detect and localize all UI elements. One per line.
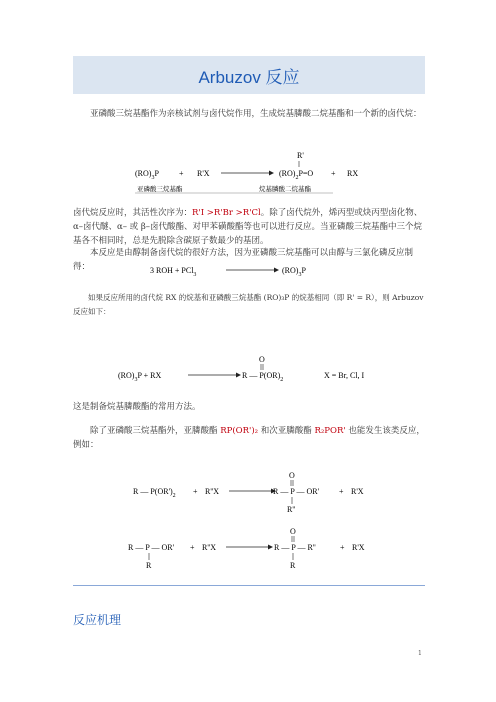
- reaction-5-halide: R''X: [202, 543, 216, 552]
- phosphonite-text-2: 和次亚膦酸酯: [258, 426, 315, 436]
- reactivity-paragraph: [73, 206, 425, 248]
- reaction-5: [128, 526, 398, 572]
- section-divider: [73, 585, 425, 586]
- phosphonite-paragraph: [73, 424, 425, 452]
- reactant-substituent: R: [146, 561, 152, 570]
- reactivity-order: R'I >R'Br >R'Cl: [192, 208, 261, 218]
- page-title: Arbuzov 反应: [198, 67, 300, 87]
- phosphinite-formula: R₂POR': [314, 426, 346, 436]
- reaction-2-left: 3 ROH + PCl$_3$: [150, 266, 197, 278]
- arrow-head: [268, 545, 273, 550]
- reactant-2: R'X: [197, 169, 210, 178]
- arrow-head: [274, 268, 279, 273]
- oxygen-atom: O: [259, 355, 265, 364]
- reaction-2: [150, 260, 370, 280]
- section-heading: 反应机理: [73, 613, 122, 627]
- reaction-4-halide: R''X: [205, 487, 219, 496]
- plus-sign-2: +: [340, 543, 345, 552]
- product-label: 烷基膦酸二烷基酯: [259, 186, 311, 193]
- product-substituent: R'': [287, 505, 296, 514]
- oxygen-atom: O: [289, 471, 295, 480]
- reaction-3: [118, 354, 408, 386]
- reaction-3-left: $(RO)_3P$ + RX: [118, 371, 162, 383]
- reaction-5-reactant: R — P — OR': [128, 543, 175, 552]
- reactant-1: $(RO)_3P$: [135, 169, 159, 181]
- reaction-5-byproduct: R'X: [352, 543, 365, 552]
- reaction-4-reactant: R — $P(OR')_2$: [133, 487, 176, 499]
- reactivity-text: 卤代烷反应时，其活性次序为：: [73, 208, 193, 218]
- reaction-3-product: R — $P(OR)_2$: [242, 371, 284, 383]
- page-number: 1: [418, 650, 422, 657]
- reaction-5-product: R — P — R'': [274, 543, 316, 552]
- plus-sign-2: +: [331, 169, 336, 178]
- phosphonite-formula: RP(OR')₂: [220, 426, 259, 436]
- product-substituent: R: [290, 561, 296, 570]
- plus-sign: +: [193, 487, 198, 496]
- plus-sign-2: +: [339, 487, 344, 496]
- product-2: RX: [347, 169, 359, 178]
- oxygen-atom: O: [290, 527, 296, 536]
- product-substituent: R': [297, 151, 304, 160]
- plus-sign: +: [179, 169, 184, 178]
- phosphonite-text: 除了亚磷酸三烷基酯外，亚膦酸酯: [90, 426, 221, 436]
- arrow-head: [236, 373, 241, 378]
- reaction-4-byproduct: R'X: [351, 487, 364, 496]
- reactant-label: 亚磷酸三烷基酯: [137, 186, 183, 193]
- reaction-4: [133, 470, 393, 516]
- intro-paragraph: 亚磷酸三烷基酯作为亲核试剂与卤代烷作用，生成烷基膦酸二烷基酯和一个新的卤代烷：: [90, 109, 422, 119]
- method-note: 这是制备烷基膦酸酯的常用方法。: [73, 402, 201, 412]
- reaction-4-product: R — P — OR': [273, 487, 320, 496]
- alcohol-paragraph: 本反应是由醇制备卤代烷的很好方法，因为亚磷酸三烷基酯可以由醇与三氯化磷反应制得：: [73, 248, 414, 272]
- reaction-2-right: $(RO)_3P$: [282, 266, 306, 278]
- phosphonite-text-3: 也能发生该类反应，例如：: [73, 426, 425, 450]
- arrow-head: [269, 171, 274, 176]
- reaction-3-condition: X = Br, Cl, I: [324, 371, 365, 380]
- same-alkyl-paragraph: 如果反应所用的卤代烷 RX 的烷基和亚磷酸三烷基酯 (RO)₃P 的烷基相同（即 R' = R），则 Arbuzov 反应如下：: [73, 293, 424, 316]
- title-banner: [73, 56, 425, 94]
- reactivity-text-2: 。除了卤代烷外，烯丙型或炔丙型卤化物、α–卤代醚、α– 或 β–卤代酸酯、对甲苯磺酸酯等也可以进行反应。当亚磷酸三烷基酯中三个烷基各不相同时，总是先脱除含碳原子数最少的基团。: [73, 208, 423, 246]
- reaction-1: [133, 148, 373, 196]
- product-1: $(RO)_2P=O$: [279, 169, 314, 181]
- plus-sign: +: [190, 543, 195, 552]
